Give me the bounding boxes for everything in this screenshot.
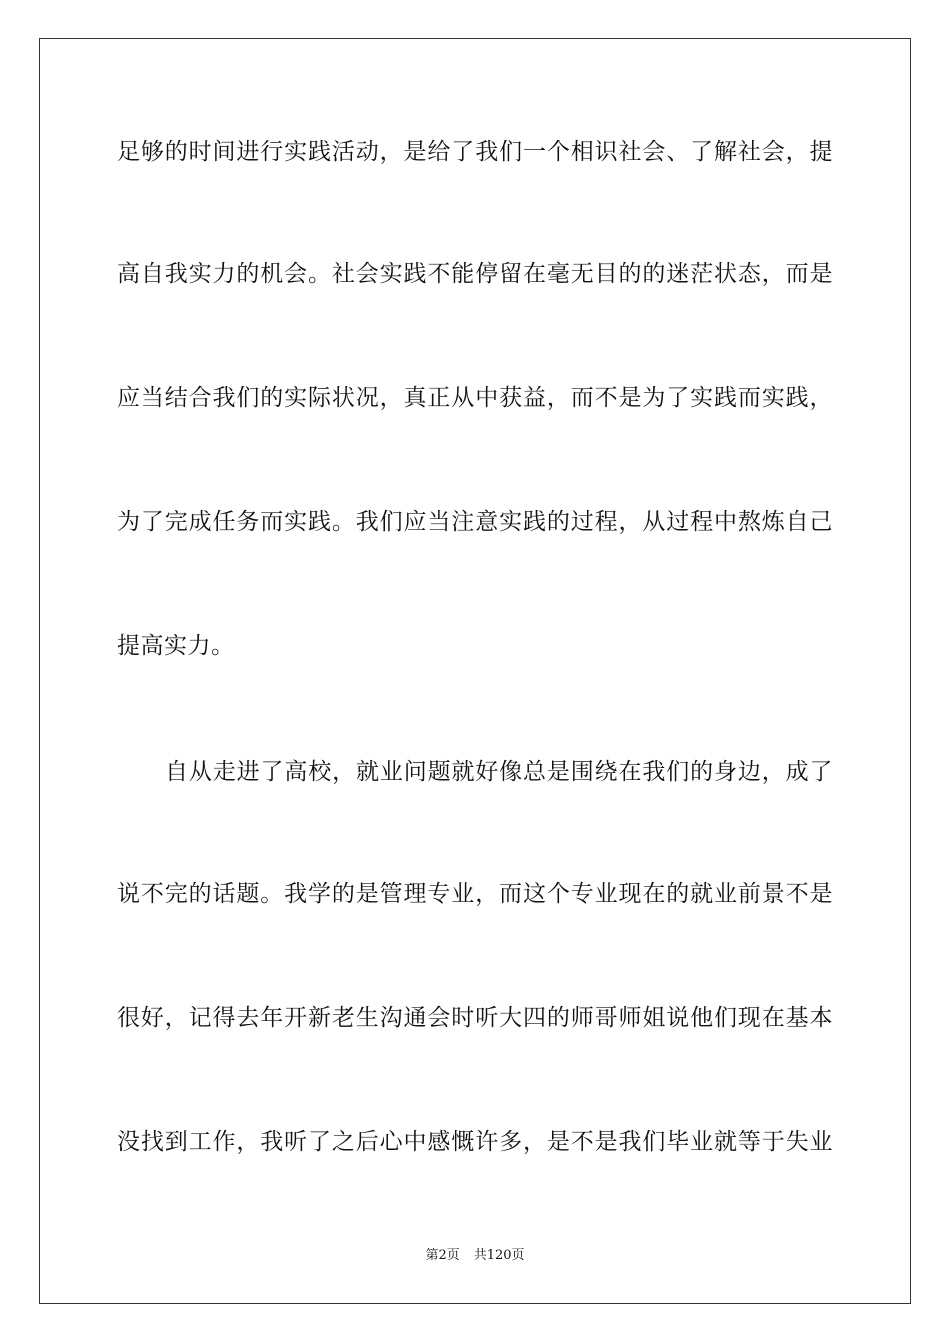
paragraph-line: 很好，记得去年开新老生沟通会时听大四的师哥师姐说他们现在基本 bbox=[117, 1005, 833, 1031]
paragraph-line: 为了完成任务而实践。我们应当注意实践的过程，从过程中熬炼自己 bbox=[117, 509, 833, 535]
page-border bbox=[39, 38, 911, 1304]
paragraph-line: 高自我实力的机会。社会实践不能停留在毫无目的的迷茫状态，而是 bbox=[117, 261, 833, 287]
paragraph-line: 自从走进了高校，就业问题就好像总是围绕在我们的身边，成了 bbox=[165, 759, 833, 785]
page-total: 共120页 bbox=[473, 1248, 525, 1263]
page-number: 第2页 bbox=[425, 1248, 460, 1263]
paragraph-line: 提高实力。 bbox=[117, 633, 235, 659]
paragraph-line: 应当结合我们的实际状况，真正从中获益，而不是为了实践而实践， bbox=[117, 385, 833, 411]
page-footer bbox=[0, 1247, 950, 1265]
paragraph-line: 说不完的话题。我学的是管理专业，而这个专业现在的就业前景不是 bbox=[117, 881, 833, 907]
paragraph-line: 足够的时间进行实践活动，是给了我们一个相识社会、了解社会，提 bbox=[117, 139, 833, 165]
paragraph-line: 没找到工作，我听了之后心中感慨许多，是不是我们毕业就等于失业 bbox=[117, 1129, 833, 1155]
